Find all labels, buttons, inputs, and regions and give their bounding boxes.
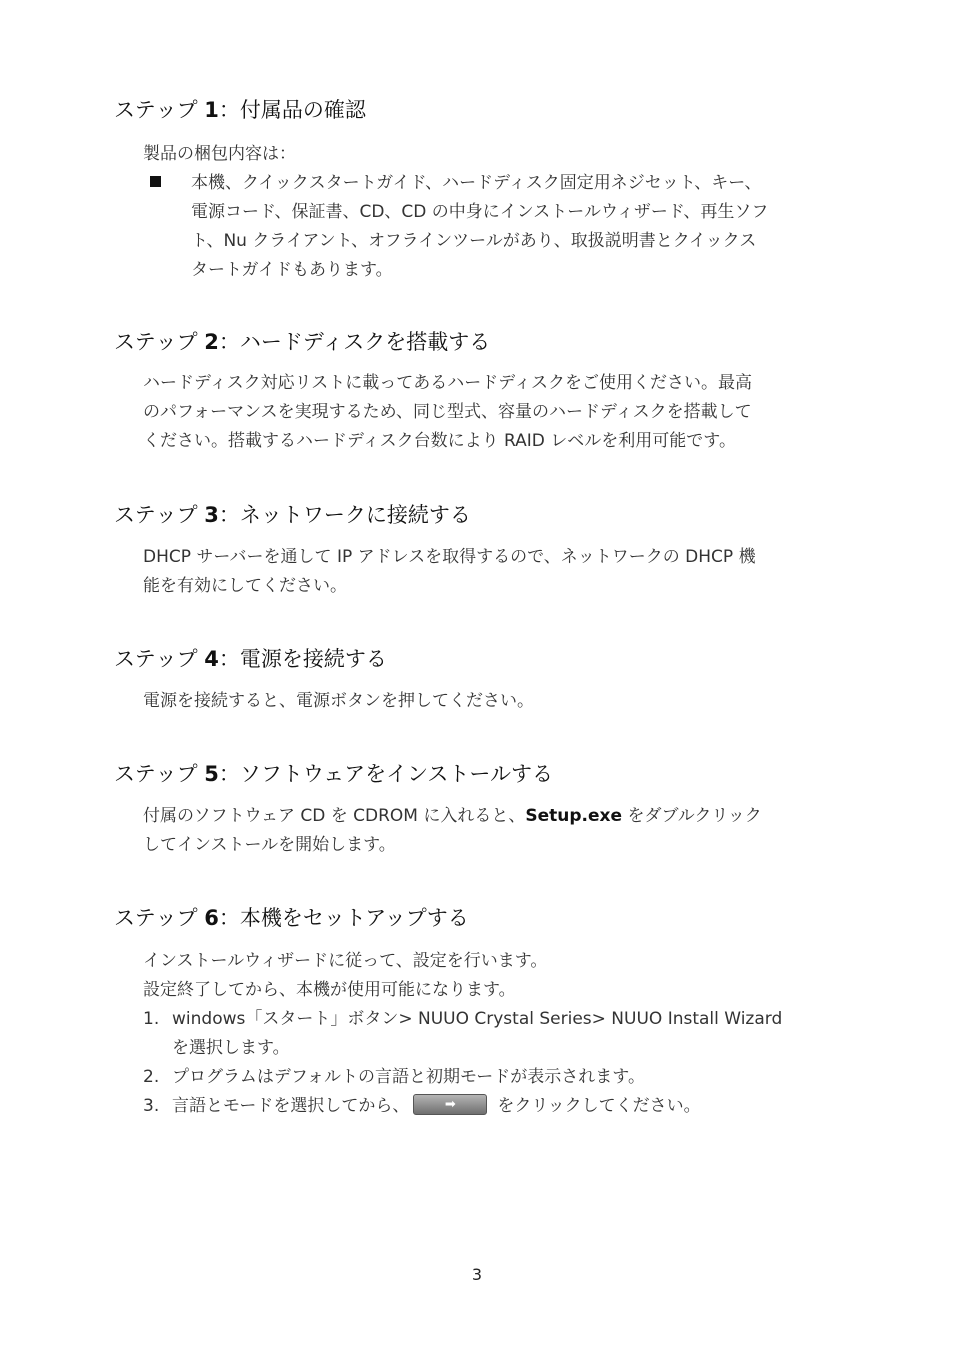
setup-exe-filename: Setup.exe (525, 806, 623, 826)
step-6-body: インストールウィザードに従って、設定を行います。 設定終了してから、本機が使用可能になります。 (143, 951, 548, 1000)
next-button[interactable] (413, 1094, 487, 1115)
list-item-3: 3. 言語とモードを選択してから、 ➡ をクリックしてください。 (143, 1096, 701, 1116)
square-bullet-icon (150, 176, 161, 187)
step-5-heading: ステップ 5：ソフトウェアをインストールする (114, 762, 554, 786)
step-4-body: 電源を接続すると、電源ボタンを押してください。 (143, 691, 534, 711)
step-2-body: ハードディスク対応リストに載ってあるハードディスクをご使用ください。最高 のパフォーマンスを実現するため、同じ型式、容量のハードディスクを搭載して ください。搭載するハードディスク台数により RAID レベルを利用可能です。 (143, 373, 752, 451)
step-1-heading: ステップ 1：付属品の確認 (114, 98, 366, 122)
step-3-body: DHCP サーバーを通して IP アドレスを取得するので、ネットワークの DHCP 機 能を有効にしてください。 (143, 547, 756, 596)
step-6-heading: ステップ 6：本機をセットアップする (114, 906, 469, 930)
step-2-heading: ステップ 2：ハードディスクを搭載する (114, 330, 491, 354)
step-5-body: 付属のソフトウェア CD を CDROM に入れると、Setup.exe をダブルクリック してインストールを開始します。 (143, 806, 762, 855)
step-3-heading: ステップ 3：ネットワークに接続する (114, 503, 471, 527)
arrow-right-icon: ➡ (444, 1097, 456, 1112)
page-number: 3 (471, 1265, 483, 1284)
step-1-intro: 製品の梱包内容は： (143, 144, 296, 164)
step-1-bullet-text: 本機、クイックスタートガイド、ハードディスク固定用ネジセット、キー、 電源コード、保証書、CD、CD の中身にインストールウィザード、再生ソフ ト、Nu クライアント、オフラインツールがあり、取扱説明書とクイックス タートガイドもあります。 (191, 173, 769, 280)
list-item-2: 2. プログラムはデフォルトの言語と初期モードが表示されます。 (143, 1067, 645, 1087)
step-4-heading: ステップ 4：電源を接続する (114, 647, 387, 671)
list-item-1: 1. windows「スタート」ボタン> NUUO Crystal Series> NUUO Install Wizard を選択します。 (143, 1009, 783, 1058)
